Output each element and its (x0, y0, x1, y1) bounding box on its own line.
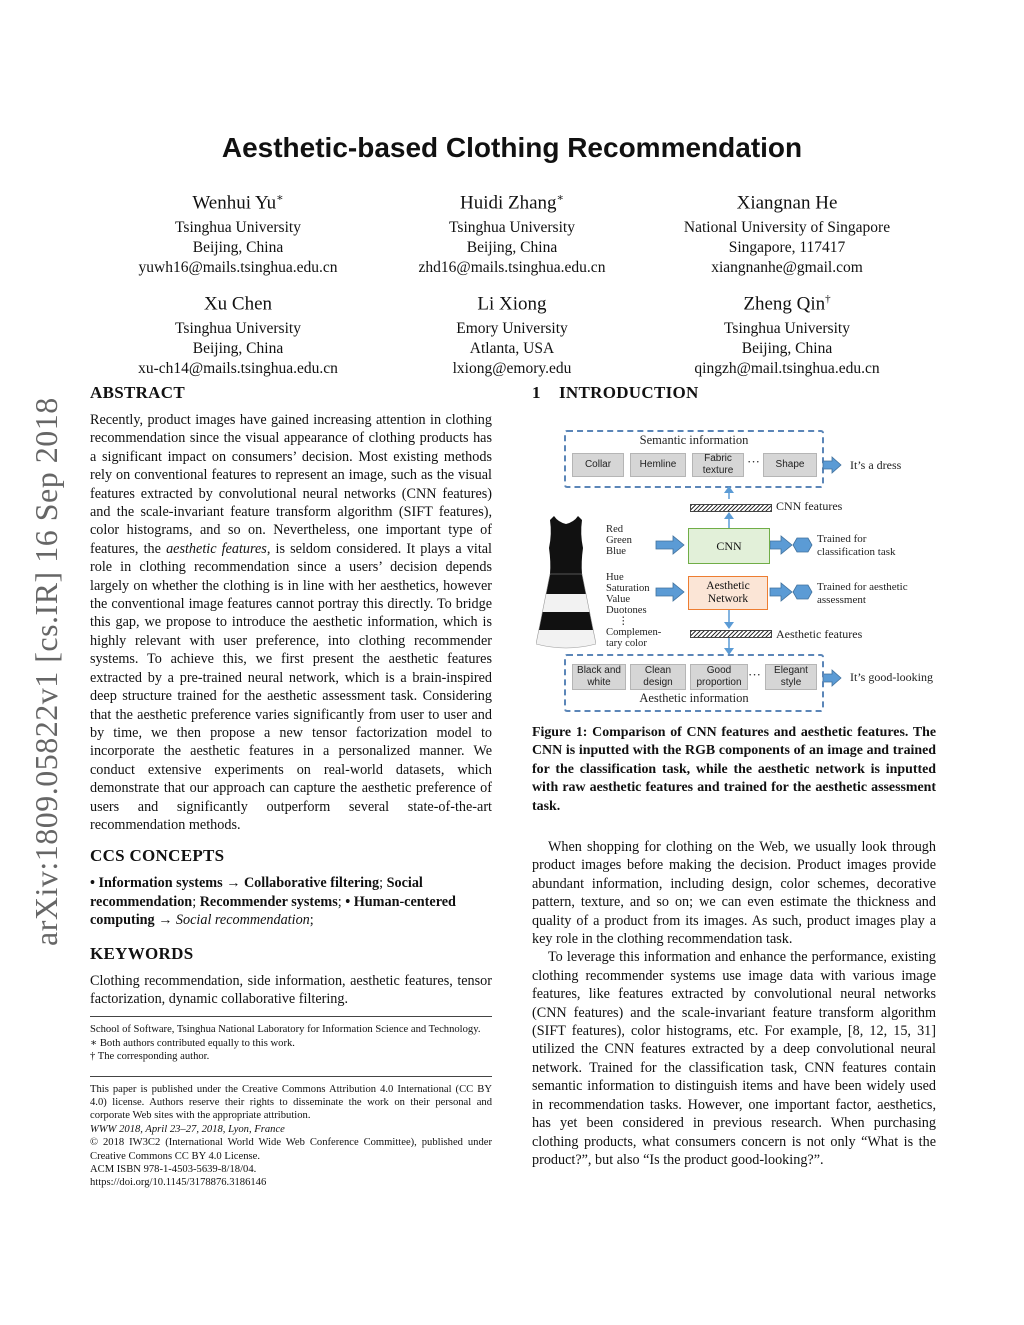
copyright: © 2018 IW3C2 (International World Wide Web Conference Committee), published under Creative Commons CC BY 4.0 License. (90, 1137, 492, 1162)
aesthetic-title: Aesthetic information (639, 691, 749, 705)
author-location: Atlanta, USA (469, 340, 555, 358)
author-block (647, 185, 927, 278)
aes-trained-arrow (770, 583, 792, 601)
aes-hexagon (793, 585, 812, 599)
ccs-heading: CCS CONCEPTS (90, 846, 225, 866)
author-name: Huidi Zhang∗ (459, 192, 565, 214)
author-block (372, 286, 652, 379)
footnote-equal: ∗ Both authors contributed equally to this work. (90, 1037, 295, 1049)
license-text: This paper is published under the Creative Commons Attribution 4.0 International (CC BY 4.0) license. Authors reserve their rights to disseminate the work on their personal and corporate Web sites with the appropriate attribution. (90, 1083, 492, 1122)
left-column (90, 383, 492, 1190)
paper-title: Aesthetic-based Clothing Recommendation (221, 132, 803, 163)
author-location: Beijing, China (192, 340, 284, 358)
author-block (98, 185, 378, 278)
intro-body (532, 838, 936, 1169)
footnote-affiliation: School of Software, Tsinghua National Laboratory for Information Science and Technology. (90, 1024, 481, 1036)
author-email[interactable]: xiangnanhe@gmail.com (711, 259, 863, 277)
author-email[interactable]: zhd16@mails.tsinghua.edu.cn (418, 259, 606, 277)
semantic-item-hemline: Hemline (630, 453, 686, 477)
author-name: Wenhui Yu∗ (192, 192, 284, 214)
author-location: Beijing, China (466, 239, 558, 257)
isbn: ACM ISBN 978-1-4503-5639-8/18/04. (90, 1164, 257, 1176)
ellipsis: ··· (747, 454, 760, 469)
ellipsis-2: ··· (748, 667, 761, 682)
aes-trained-label: Trained for aesthetic assessment (817, 581, 908, 606)
abstract-text: Recently, product images have gained increasing attention in clothing recommendation since the visual appearance of clothing products has a significant impact on consumers’ decision. Most existing methods rely on conventional features to represent an image, such as the visual features extracted by convolutional neural networks (CNN features) and the scale-invariant feature transform algorithm (SIFT features), color histograms, and so on. Nevertheless, one important type of features, the aesthetic features, is seldom considered. It plays a vital role in clothing recommendation since a users’ decision depends largely on whether the clothing is in line with her aesthetics, however the conventional image features cannot portray this directly. To bridge this gap, we propose to introduce the aesthetic information, which is highly relevant with user preference, into clothing recommender systems. To achieve this, we first present the aesthetic features extracted by a pre-trained neural network, which is a brain-inspired deep structure trained for the aesthetic assessment task. Considering that the aesthetic preference varies significantly from user to user and by time, we then propose a new tensor factorization model to incorporate the aesthetic features in a personalized manner. We conduct extensive experiments on real-world datasets, which demonstrate that our approach can capture the aesthetic preference of users and significantly outperform several state-of-the-art recommendation methods. (90, 412, 493, 833)
abstract-heading: ABSTRACT (90, 383, 185, 402)
ccs-concepts: • Information systems → Collaborative filtering; Social recommendation; Recommender systems; • Human-centered computing → Social recommendation; (90, 875, 456, 929)
arxiv-identifier[interactable]: arXiv:1809.05822v1 [cs.IR] 16 Sep 2018 (28, 397, 64, 946)
license-rule (90, 1076, 492, 1077)
aesthetic-item-clean: Clean design (630, 664, 686, 690)
footnote-corresponding: † The corresponding author. (90, 1051, 210, 1063)
cnn-box: CNN (688, 528, 770, 564)
rgb-labels: Red Green Blue (606, 524, 632, 557)
cnn-trained-label: Trained for classification task (817, 533, 896, 558)
conference-info: WWW 2018, April 23–27, 2018, Lyon, France (90, 1123, 285, 1135)
figure-caption: Figure 1: Comparison of CNN features and aesthetic features. The CNN is inputted with the RGB components of an image and trained for the classification task, while the aesthetic network is inputted with raw aesthetic features and trained for the aesthetic assessment task. (532, 725, 936, 814)
doi-link[interactable]: https://doi.org/10.1145/3178876.3186146 (90, 1177, 267, 1189)
author-location: Beijing, China (192, 239, 284, 257)
aesthetic-item-elegant: Elegant style (765, 664, 817, 690)
intro-paragraph: To leverage this information and enhance the performance, existing clothing recommender systems use image data with various image features, like features extracted by convolutional neural networks (CNN features) and the scale-invariant feature transform algorithm (SIFT features), color histograms, etc. For example, [8, 12, 15, 31] utilized the CNN features extracted by a deep convolutional neural network. Trained for the classification task, CNN features contain semantic information to distinguish items and have been widely used in recommendation tasks. However, one important factor, aesthetics, has yet been considered in previous research. When purchasing clothing products, what consumers concern is not only “What is the product?”, but also “Is the product good-looking?”. (532, 949, 936, 1168)
intro-heading-wrap (532, 383, 936, 411)
author-affiliation: Tsinghua University (724, 320, 850, 338)
figure-1 (536, 424, 956, 714)
aesthetic-output: It’s good-looking (850, 670, 933, 684)
aesthetic-network-box: Aesthetic Network (688, 576, 768, 610)
keywords-text: Clothing recommendation, side information, aesthetic features, tensor factorization, dynamic collaborative filtering. (90, 972, 492, 1007)
semantic-title: Semantic information (639, 433, 749, 447)
author-name: Zheng Qin† (743, 293, 831, 315)
rgb-to-cnn-arrow (656, 536, 684, 554)
aesthetic-item-bw: Black and white (572, 664, 626, 690)
aesthetic-input-labels: Hue Saturation Value Duotones ⋮ Complemen- tary color (606, 572, 662, 649)
author-affiliation: National University of Singapore (683, 219, 891, 237)
footnotes (90, 1023, 492, 1063)
author-email[interactable]: xu-ch14@mails.tsinghua.edu.cn (138, 360, 338, 378)
intro-heading: 1 INTRODUCTION (532, 383, 699, 402)
intro-paragraph: When shopping for clothing on the Web, we usually look through product images before making the decision. Product images provide abundant information, including design, color schemes, decorative pattern, texture, and so on; we can even estimate the thickness and quality of a product from its images. As such, product images play a key role in the clothing recommendation task. (532, 839, 936, 948)
keywords-heading: KEYWORDS (90, 943, 194, 963)
author-affiliation: Tsinghua University (175, 320, 301, 338)
author-block (647, 286, 927, 379)
author-name: Li Xiong (477, 293, 547, 315)
semantic-item-collar: Collar (572, 453, 624, 477)
author-affiliation: Tsinghua University (175, 219, 301, 237)
semantic-output-arrow (823, 457, 841, 473)
aesthetic-feature-bar (690, 630, 772, 638)
aesthetic-features-label: Aesthetic features (776, 627, 863, 641)
footnote-rule (90, 1016, 492, 1017)
semantic-output: It’s a dress (850, 458, 902, 472)
author-affiliation: Tsinghua University (449, 219, 575, 237)
aesthetic-output-arrow (823, 670, 841, 686)
author-name: Xiangnan He (736, 192, 838, 214)
author-email[interactable]: lxiong@emory.edu (452, 360, 572, 378)
semantic-item-shape: Shape (763, 453, 817, 477)
aesthetic-item-proportion: Good proportion (690, 664, 748, 690)
author-block (372, 185, 652, 278)
aesthetic-input-arrow (656, 583, 684, 601)
cnn-trained-arrow (770, 536, 792, 554)
author-name: Xu Chen (203, 293, 273, 315)
semantic-item-fabric: Fabric texture (692, 453, 744, 477)
license-block (90, 1083, 492, 1190)
author-block (98, 286, 378, 379)
author-location: Singapore, 117417 (728, 239, 846, 257)
author-location: Beijing, China (741, 340, 833, 358)
cnn-hexagon (793, 538, 812, 552)
author-email[interactable]: qingzh@mail.tsinghua.edu.cn (694, 360, 880, 378)
author-affiliation: Emory University (456, 320, 568, 338)
author-email[interactable]: yuwh16@mails.tsinghua.edu.cn (138, 259, 338, 277)
cnn-features-label: CNN features (776, 499, 843, 513)
